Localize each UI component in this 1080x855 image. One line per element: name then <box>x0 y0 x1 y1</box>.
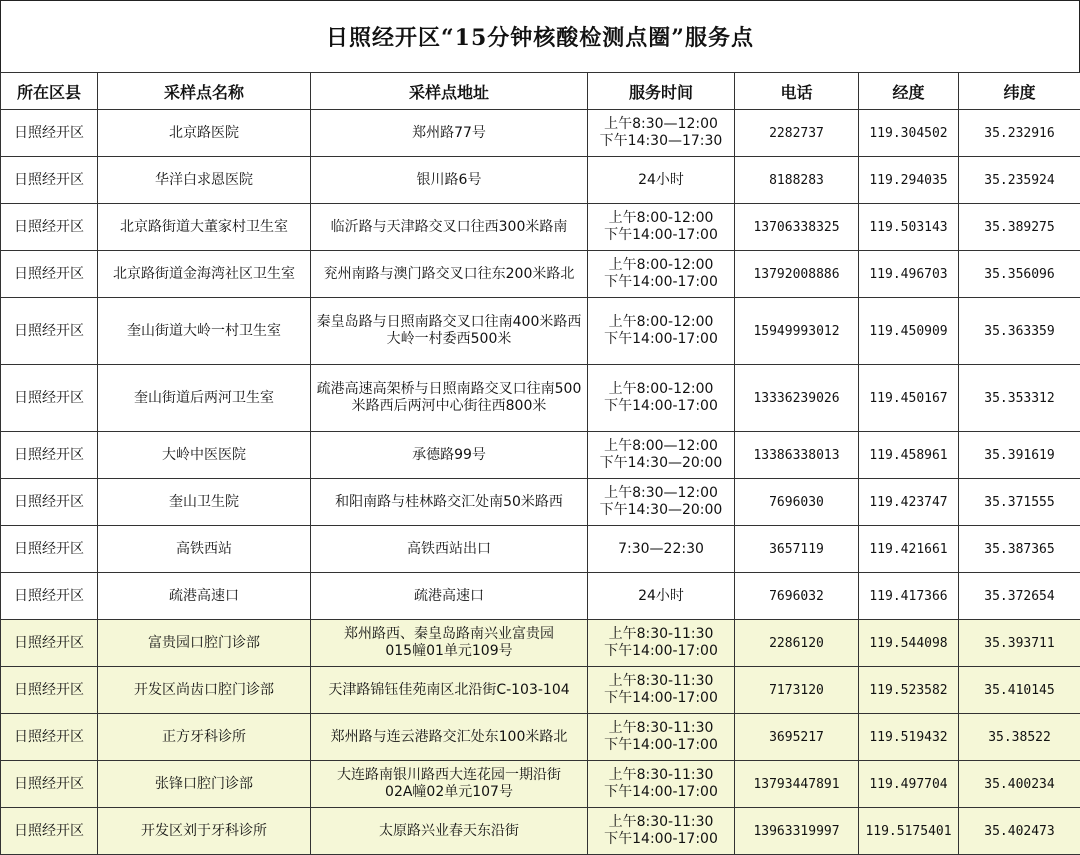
cell-hours-line: 上午8:00—12:00 <box>590 438 732 455</box>
cell-hours <box>588 620 735 667</box>
cell-name: 疏港高速口 <box>98 573 311 620</box>
cell-address-line: 02A幢02单元107号 <box>313 784 585 801</box>
cell-name: 奎山街道大岭一村卫生室 <box>98 298 311 365</box>
table-row <box>1 761 1080 808</box>
cell-latitude: 35.389275 <box>959 204 1080 251</box>
cell-district: 日照经开区 <box>1 251 98 298</box>
cell-latitude: 35.235924 <box>959 157 1080 204</box>
sampling-points-table <box>0 72 1080 855</box>
cell-district: 日照经开区 <box>1 714 98 761</box>
cell-hours <box>588 573 735 620</box>
cell-hours <box>588 204 735 251</box>
cell-phone: 13792008886 <box>735 251 859 298</box>
cell-phone: 13793447891 <box>735 761 859 808</box>
cell-phone: 13336239026 <box>735 365 859 432</box>
cell-district: 日照经开区 <box>1 298 98 365</box>
cell-district: 日照经开区 <box>1 573 98 620</box>
cell-hours-line: 上午8:30—12:00 <box>590 116 732 133</box>
cell-name: 奎山卫生院 <box>98 479 311 526</box>
cell-latitude: 35.402473 <box>959 808 1080 855</box>
cell-address <box>311 526 588 573</box>
cell-district: 日照经开区 <box>1 365 98 432</box>
table-row <box>1 110 1080 157</box>
cell-phone: 15949993012 <box>735 298 859 365</box>
cell-name: 高铁西站 <box>98 526 311 573</box>
cell-latitude: 35.232916 <box>959 110 1080 157</box>
cell-district: 日照经开区 <box>1 157 98 204</box>
cell-hours-line: 上午8:00-12:00 <box>590 257 732 274</box>
cell-latitude: 35.391619 <box>959 432 1080 479</box>
cell-name: 北京路街道大董家村卫生室 <box>98 204 311 251</box>
cell-hours-line: 上午8:30-11:30 <box>590 626 732 643</box>
cell-address <box>311 761 588 808</box>
cell-hours-line: 上午8:30-11:30 <box>590 814 732 831</box>
cell-name: 大岭中医医院 <box>98 432 311 479</box>
table-row <box>1 298 1080 365</box>
cell-address <box>311 298 588 365</box>
cell-address <box>311 432 588 479</box>
cell-hours-line: 下午14:30—17:30 <box>590 133 732 150</box>
cell-longitude: 119.523582 <box>859 667 959 714</box>
cell-phone: 13386338013 <box>735 432 859 479</box>
cell-hours <box>588 761 735 808</box>
cell-address-line: 大连路南银川路西大连花园一期沿街 <box>313 767 585 784</box>
cell-hours <box>588 714 735 761</box>
cell-address-line: 兖州南路与澳门路交叉口往东200米路北 <box>313 266 585 283</box>
cell-name: 开发区刘于牙科诊所 <box>98 808 311 855</box>
cell-address <box>311 667 588 714</box>
cell-longitude: 119.417366 <box>859 573 959 620</box>
cell-latitude: 35.410145 <box>959 667 1080 714</box>
cell-hours <box>588 365 735 432</box>
cell-district: 日照经开区 <box>1 761 98 808</box>
cell-latitude: 35.400234 <box>959 761 1080 808</box>
table-row <box>1 432 1080 479</box>
cell-hours <box>588 667 735 714</box>
cell-hours <box>588 432 735 479</box>
cell-hours <box>588 110 735 157</box>
cell-longitude: 119.496703 <box>859 251 959 298</box>
cell-hours <box>588 526 735 573</box>
cell-phone: 2282737 <box>735 110 859 157</box>
table-row <box>1 204 1080 251</box>
cell-hours-line: 24小时 <box>590 172 732 189</box>
table-row <box>1 808 1080 855</box>
cell-hours-line: 下午14:00-17:00 <box>590 227 732 244</box>
cell-district: 日照经开区 <box>1 808 98 855</box>
cell-address-line: 郑州路西、秦皇岛路南兴业富贵园 <box>313 626 585 643</box>
cell-address-line: 和阳南路与桂林路交汇处南50米路西 <box>313 494 585 511</box>
table-row <box>1 157 1080 204</box>
cell-longitude: 119.294035 <box>859 157 959 204</box>
header-row <box>1 73 1080 110</box>
cell-longitude: 119.423747 <box>859 479 959 526</box>
cell-hours-line: 24小时 <box>590 588 732 605</box>
cell-hours-line: 下午14:00-17:00 <box>590 331 732 348</box>
cell-hours-line: 下午14:00-17:00 <box>590 784 732 801</box>
cell-district: 日照经开区 <box>1 479 98 526</box>
cell-phone: 8188283 <box>735 157 859 204</box>
cell-hours-line: 下午14:00-17:00 <box>590 737 732 754</box>
cell-hours-line: 上午8:30—12:00 <box>590 485 732 502</box>
cell-address <box>311 365 588 432</box>
cell-name: 开发区尚齿口腔门诊部 <box>98 667 311 714</box>
cell-latitude: 35.356096 <box>959 251 1080 298</box>
cell-phone: 2286120 <box>735 620 859 667</box>
cell-latitude: 35.363359 <box>959 298 1080 365</box>
cell-latitude: 35.372654 <box>959 573 1080 620</box>
cell-district: 日照经开区 <box>1 620 98 667</box>
header-district: 所在区县 <box>1 73 98 110</box>
cell-address-line: 承德路99号 <box>313 447 585 464</box>
cell-name: 正方牙科诊所 <box>98 714 311 761</box>
cell-name: 奎山街道后两河卫生室 <box>98 365 311 432</box>
cell-address <box>311 110 588 157</box>
table-row <box>1 479 1080 526</box>
cell-hours <box>588 251 735 298</box>
cell-address <box>311 808 588 855</box>
cell-name: 华洋白求恩医院 <box>98 157 311 204</box>
cell-longitude: 119.304502 <box>859 110 959 157</box>
cell-hours-line: 下午14:00-17:00 <box>590 643 732 660</box>
cell-hours-line: 上午8:00-12:00 <box>590 381 732 398</box>
cell-phone: 7696032 <box>735 573 859 620</box>
cell-district: 日照经开区 <box>1 667 98 714</box>
cell-hours-line: 下午14:00-17:00 <box>590 831 732 848</box>
table-row <box>1 620 1080 667</box>
cell-hours-line: 下午14:30—20:00 <box>590 455 732 472</box>
cell-district: 日照经开区 <box>1 110 98 157</box>
sheet-title: 日照经开区“15分钟核酸检测点圈”服务点 <box>0 0 1080 72</box>
cell-hours-line: 下午14:00-17:00 <box>590 274 732 291</box>
table-row <box>1 714 1080 761</box>
cell-phone: 3657119 <box>735 526 859 573</box>
cell-phone: 13706338325 <box>735 204 859 251</box>
cell-hours-line: 上午8:00-12:00 <box>590 210 732 227</box>
cell-longitude: 119.497704 <box>859 761 959 808</box>
cell-address <box>311 204 588 251</box>
cell-latitude: 35.38522 <box>959 714 1080 761</box>
table-row <box>1 365 1080 432</box>
cell-hours <box>588 808 735 855</box>
cell-longitude: 119.503143 <box>859 204 959 251</box>
header-phone: 电话 <box>735 73 859 110</box>
header-name: 采样点名称 <box>98 73 311 110</box>
table-row <box>1 526 1080 573</box>
cell-district: 日照经开区 <box>1 432 98 479</box>
cell-address-line: 大岭一村委西500米 <box>313 331 585 348</box>
header-hours: 服务时间 <box>588 73 735 110</box>
cell-name: 北京路街道金海湾社区卫生室 <box>98 251 311 298</box>
cell-address <box>311 251 588 298</box>
cell-name: 张锋口腔门诊部 <box>98 761 311 808</box>
cell-hours <box>588 157 735 204</box>
cell-longitude: 119.450167 <box>859 365 959 432</box>
cell-latitude: 35.353312 <box>959 365 1080 432</box>
cell-address-line: 天津路锦钰佳苑南区北沿街C-103-104 <box>313 682 585 699</box>
cell-address-line: 015幢01单元109号 <box>313 643 585 660</box>
cell-district: 日照经开区 <box>1 526 98 573</box>
header-latitude: 纬度 <box>959 73 1080 110</box>
cell-phone: 3695217 <box>735 714 859 761</box>
cell-address-line: 秦皇岛路与日照南路交叉口往南400米路西 <box>313 314 585 331</box>
cell-longitude: 119.519432 <box>859 714 959 761</box>
cell-address <box>311 573 588 620</box>
cell-latitude: 35.371555 <box>959 479 1080 526</box>
cell-latitude: 35.393711 <box>959 620 1080 667</box>
cell-address <box>311 620 588 667</box>
cell-hours-line: 下午14:00-17:00 <box>590 690 732 707</box>
table-row <box>1 667 1080 714</box>
cell-address <box>311 714 588 761</box>
cell-address-line: 疏港高速口 <box>313 588 585 605</box>
cell-latitude: 35.387365 <box>959 526 1080 573</box>
table-row <box>1 251 1080 298</box>
cell-hours-line: 上午8:00-12:00 <box>590 314 732 331</box>
cell-address <box>311 479 588 526</box>
cell-district: 日照经开区 <box>1 204 98 251</box>
cell-name: 北京路医院 <box>98 110 311 157</box>
cell-phone: 7696030 <box>735 479 859 526</box>
cell-hours-line: 下午14:00-17:00 <box>590 398 732 415</box>
cell-longitude: 119.544098 <box>859 620 959 667</box>
cell-address-line: 郑州路77号 <box>313 125 585 142</box>
cell-hours-line: 上午8:30-11:30 <box>590 720 732 737</box>
cell-phone: 7173120 <box>735 667 859 714</box>
cell-address-line: 高铁西站出口 <box>313 541 585 558</box>
cell-phone: 13963319997 <box>735 808 859 855</box>
cell-address-line: 郑州路与连云港路交汇处东100米路北 <box>313 729 585 746</box>
header-longitude: 经度 <box>859 73 959 110</box>
cell-hours <box>588 479 735 526</box>
cell-address-line: 太原路兴业春天东沿街 <box>313 823 585 840</box>
cell-longitude: 119.421661 <box>859 526 959 573</box>
cell-longitude: 119.5175401 <box>859 808 959 855</box>
table-body <box>1 110 1080 855</box>
cell-hours-line: 7:30—22:30 <box>590 541 732 558</box>
cell-address-line: 米路西后两河中心街往西800米 <box>313 398 585 415</box>
cell-name: 富贵园口腔门诊部 <box>98 620 311 667</box>
cell-longitude: 119.450909 <box>859 298 959 365</box>
cell-longitude: 119.458961 <box>859 432 959 479</box>
cell-hours <box>588 298 735 365</box>
cell-address <box>311 157 588 204</box>
cell-hours-line: 上午8:30-11:30 <box>590 767 732 784</box>
cell-address-line: 临沂路与天津路交叉口往西300米路南 <box>313 219 585 236</box>
cell-hours-line: 下午14:30—20:00 <box>590 502 732 519</box>
cell-address-line: 银川路6号 <box>313 172 585 189</box>
cell-hours-line: 上午8:30-11:30 <box>590 673 732 690</box>
header-address: 采样点地址 <box>311 73 588 110</box>
cell-address-line: 疏港高速高架桥与日照南路交叉口往南500 <box>313 381 585 398</box>
table-row <box>1 573 1080 620</box>
